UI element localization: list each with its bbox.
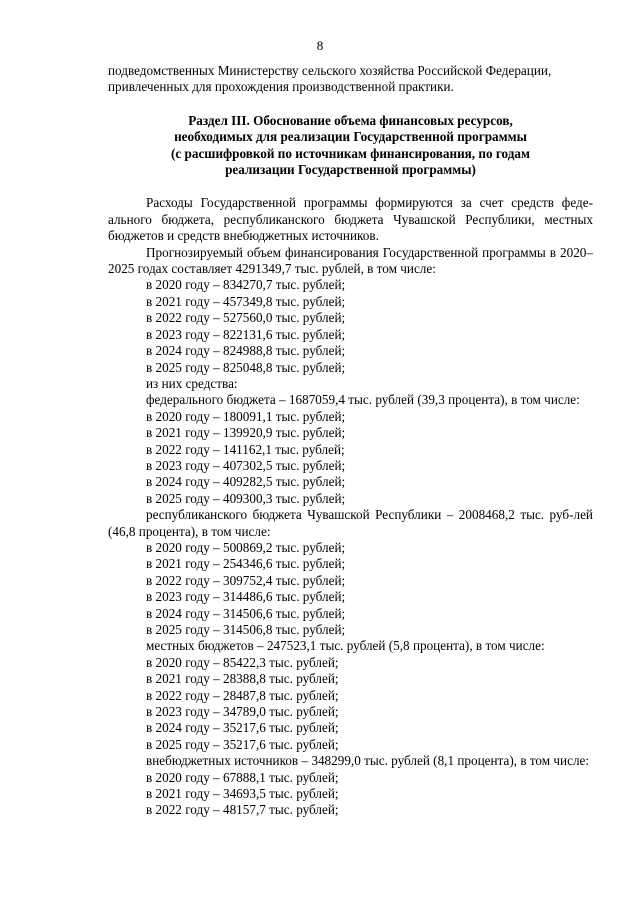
list-item: в 2020 году – 67888,1 тыс. рублей; [146, 769, 339, 785]
republic-paragraph: республиканского бюджета Чувашской Республики – 2008468,2 тыс. руб-лей (46,8 процента), в том числе: [108, 507, 593, 539]
list-item: в 2021 году – 34693,5 тыс. рублей; [146, 786, 339, 802]
federal-paragraph: федерального бюджета – 1687059,4 тыс. рублей (39,3 процента), в том числе: [146, 392, 580, 408]
expenses-paragraph: Расходы Государственной программы формируются за счет средств феде-ального бюджета, республиканского бюджета Чувашской Республики, местных бюджетов и средств внебюджетных источников. [108, 195, 593, 244]
list-item: в 2021 году – 254346,6 тыс. рублей; [146, 556, 346, 572]
extrabudgetary-years-list [108, 770, 593, 819]
of-them-label: из них средства: [146, 375, 238, 391]
list-item: в 2022 году – 28487,8 тыс. рублей; [146, 687, 339, 703]
list-item: в 2023 году – 407302,5 тыс. рублей; [146, 457, 346, 473]
list-item: в 2024 году – 35217,6 тыс. рублей; [146, 720, 339, 736]
local-paragraph: местных бюджетов – 247523,1 тыс. рублей (5,8 процента), в том числе: [146, 638, 545, 654]
list-item: в 2024 году – 314506,6 тыс. рублей; [146, 605, 346, 621]
list-item: в 2025 году – 825048,8 тыс. рублей; [146, 359, 346, 375]
heading-line: необходимых для реализации Государственной программы [174, 129, 527, 145]
page-number: 8 [316, 38, 324, 53]
heading-line: (с расшифровкой по источникам финансирования, по годам [170, 145, 531, 161]
forecast-paragraph: Прогнозируемый объем финансирования Государственной программы в 2020–2025 годах составляет 4291349,7 тыс. рублей, в том числе: [108, 244, 593, 277]
list-item: в 2022 году – 48157,7 тыс. рублей; [146, 802, 339, 818]
heading-line: реализации Государственной программы) [225, 162, 476, 178]
list-item: в 2020 году – 500869,2 тыс. рублей; [146, 539, 346, 555]
federal-years-list [108, 409, 593, 507]
list-item: в 2025 году – 409300,3 тыс. рублей; [146, 490, 346, 506]
list-item: в 2021 году – 139920,9 тыс. рублей; [146, 425, 346, 441]
extrabudgetary-paragraph: внебюджетных источников – 348299,0 тыс. рублей (8,1 процента), в том числе: [146, 753, 590, 769]
list-item: в 2025 году – 314506,8 тыс. рублей; [146, 622, 346, 637]
document-body [108, 63, 593, 819]
list-item: в 2023 году – 822131,6 тыс. рублей; [146, 326, 346, 342]
list-item: в 2023 году – 34789,0 тыс. рублей; [146, 704, 339, 720]
heading-line: Раздел III. Обоснование объема финансовых ресурсов, [188, 112, 513, 128]
total-years-list [108, 277, 593, 375]
list-item: в 2021 году – 457349,8 тыс. рублей; [146, 293, 346, 309]
list-item: в 2020 году – 180091,1 тыс. рублей; [146, 408, 346, 424]
list-item: в 2022 году – 141162,1 тыс. рублей; [146, 441, 345, 457]
local-years-list [108, 655, 593, 753]
intro-line: привлеченных для прохождения производственной практики. [108, 79, 454, 95]
section-heading [108, 113, 593, 179]
list-item: в 2022 году – 309752,4 тыс. рублей; [146, 572, 346, 588]
list-item: в 2022 году – 527560,0 тыс. рублей; [146, 310, 346, 326]
list-item: в 2020 году – 834270,7 тыс. рублей; [146, 277, 346, 293]
republic-years-list [108, 540, 593, 638]
list-item: в 2020 году – 85422,3 тыс. рублей; [146, 654, 339, 670]
intro-text [108, 63, 593, 96]
list-item: в 2024 году – 409282,5 тыс. рублей; [146, 474, 346, 490]
list-item: в 2025 году – 35217,6 тыс. рублей; [146, 736, 339, 752]
list-item: в 2023 году – 314486,6 тыс. рублей; [146, 589, 346, 605]
list-item: в 2021 году – 28388,8 тыс. рублей; [146, 671, 339, 687]
intro-line: подведомственных Министерству сельского хозяйства Российской Федерации, [108, 63, 552, 78]
list-item: в 2024 году – 824988,8 тыс. рублей; [146, 343, 346, 359]
